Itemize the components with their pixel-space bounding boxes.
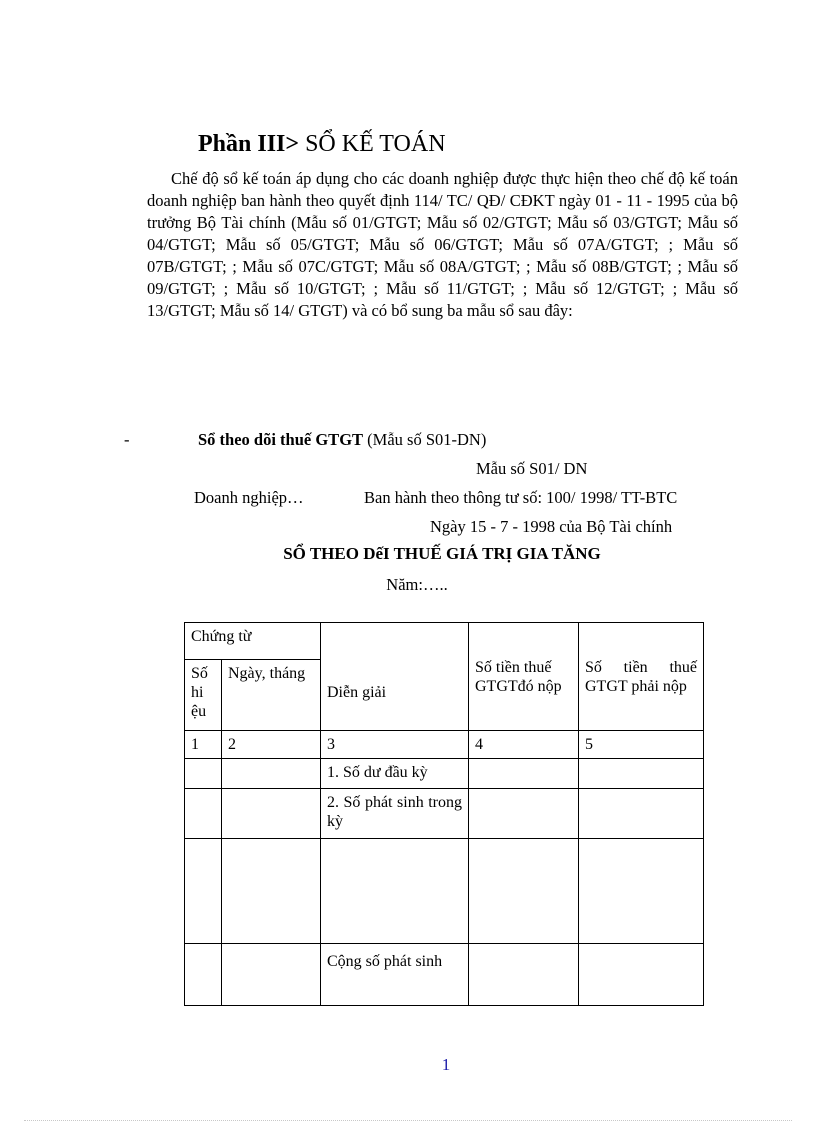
col-index: 2 [222,731,321,759]
col-index: 3 [321,731,469,759]
vat-ledger-table [184,622,704,1006]
table-row [185,944,704,1006]
voucher-header: Chứng từ [185,623,321,660]
section-title: Phần III> SỔ KẾ TOÁN [198,131,446,157]
col-index: 4 [469,731,579,759]
tax-paid-header: Số tiền thuế GTGTđó nộp [469,623,579,731]
description-header: Diễn giải [321,623,469,731]
opening-balance-cell: 1. Số dư đầu kỳ [321,759,469,789]
tax-payable-header: Số tiền thuế GTGT phải nộp [579,623,704,731]
page-footer-rule [24,1120,792,1121]
period-arising-cell: 2. Số phát sinh trong kỳ [321,789,469,839]
issued-by: Ban hành theo thông tư số: 100/ 1998/ TT-BTC [364,488,678,507]
year-field: Năm:….. [386,575,448,594]
col-index: 5 [579,731,704,759]
table-row [185,789,704,839]
total-cell: Cộng số phát sinh [321,944,469,1006]
number-header: Số hi ệu [185,660,222,731]
table-row [185,839,704,944]
intro-paragraph: Chế độ sổ kế toán áp dụng cho các doanh nghiệp được thực hiện theo chế độ kế toán doanh nghiệp ban hành theo quyết định 114/ TC/ QĐ/ CĐKT ngày 01 - 11 - 1995 của bộ trưởng Bộ Tài chính (Mẫu số 01/GTGT; Mẫu số 02/GTGT; Mẫu số 03/GTGT; Mẫu số 04/GTGT; Mẫu số 05/GTGT; Mẫu số 06/GTGT; Mẫu số 07A/GTGT; ; Mẫu số 07B/GTGT; ; Mẫu số 07C/GTGT; Mẫu số 08A/GTGT; ; Mẫu số 08B/GTGT; ; Mẫu số 09/GTGT; ; Mẫu số 10/GTGT; ; Mẫu số 11/GTGT; ; Mẫu số 12/GTGT; ; Mẫu số 13/GTGT; Mẫu số 14/ GTGT) và có bổ sung ba mẫu sổ sau đây: [147,169,738,320]
date-header: Ngày, tháng [222,660,321,731]
issue-date: Ngày 15 - 7 - 1998 của Bộ Tài chính [430,517,673,536]
bullet-dash: - [124,430,130,449]
page-number: 1 [441,1055,451,1074]
book-name: Sổ theo dõi thuế GTGT (Mẫu số S01-DN) [198,430,487,449]
company-label: Doanh nghiệp… [194,488,304,507]
table-header-row [185,623,704,660]
form-code: Mẫu số S01/ DN [476,459,588,478]
table-row [185,759,704,789]
table-index-row [185,731,704,759]
col-index: 1 [185,731,222,759]
document-title: SỔ THEO DếI THUẾ GIÁ TRỊ GIA TĂNG [283,544,601,563]
